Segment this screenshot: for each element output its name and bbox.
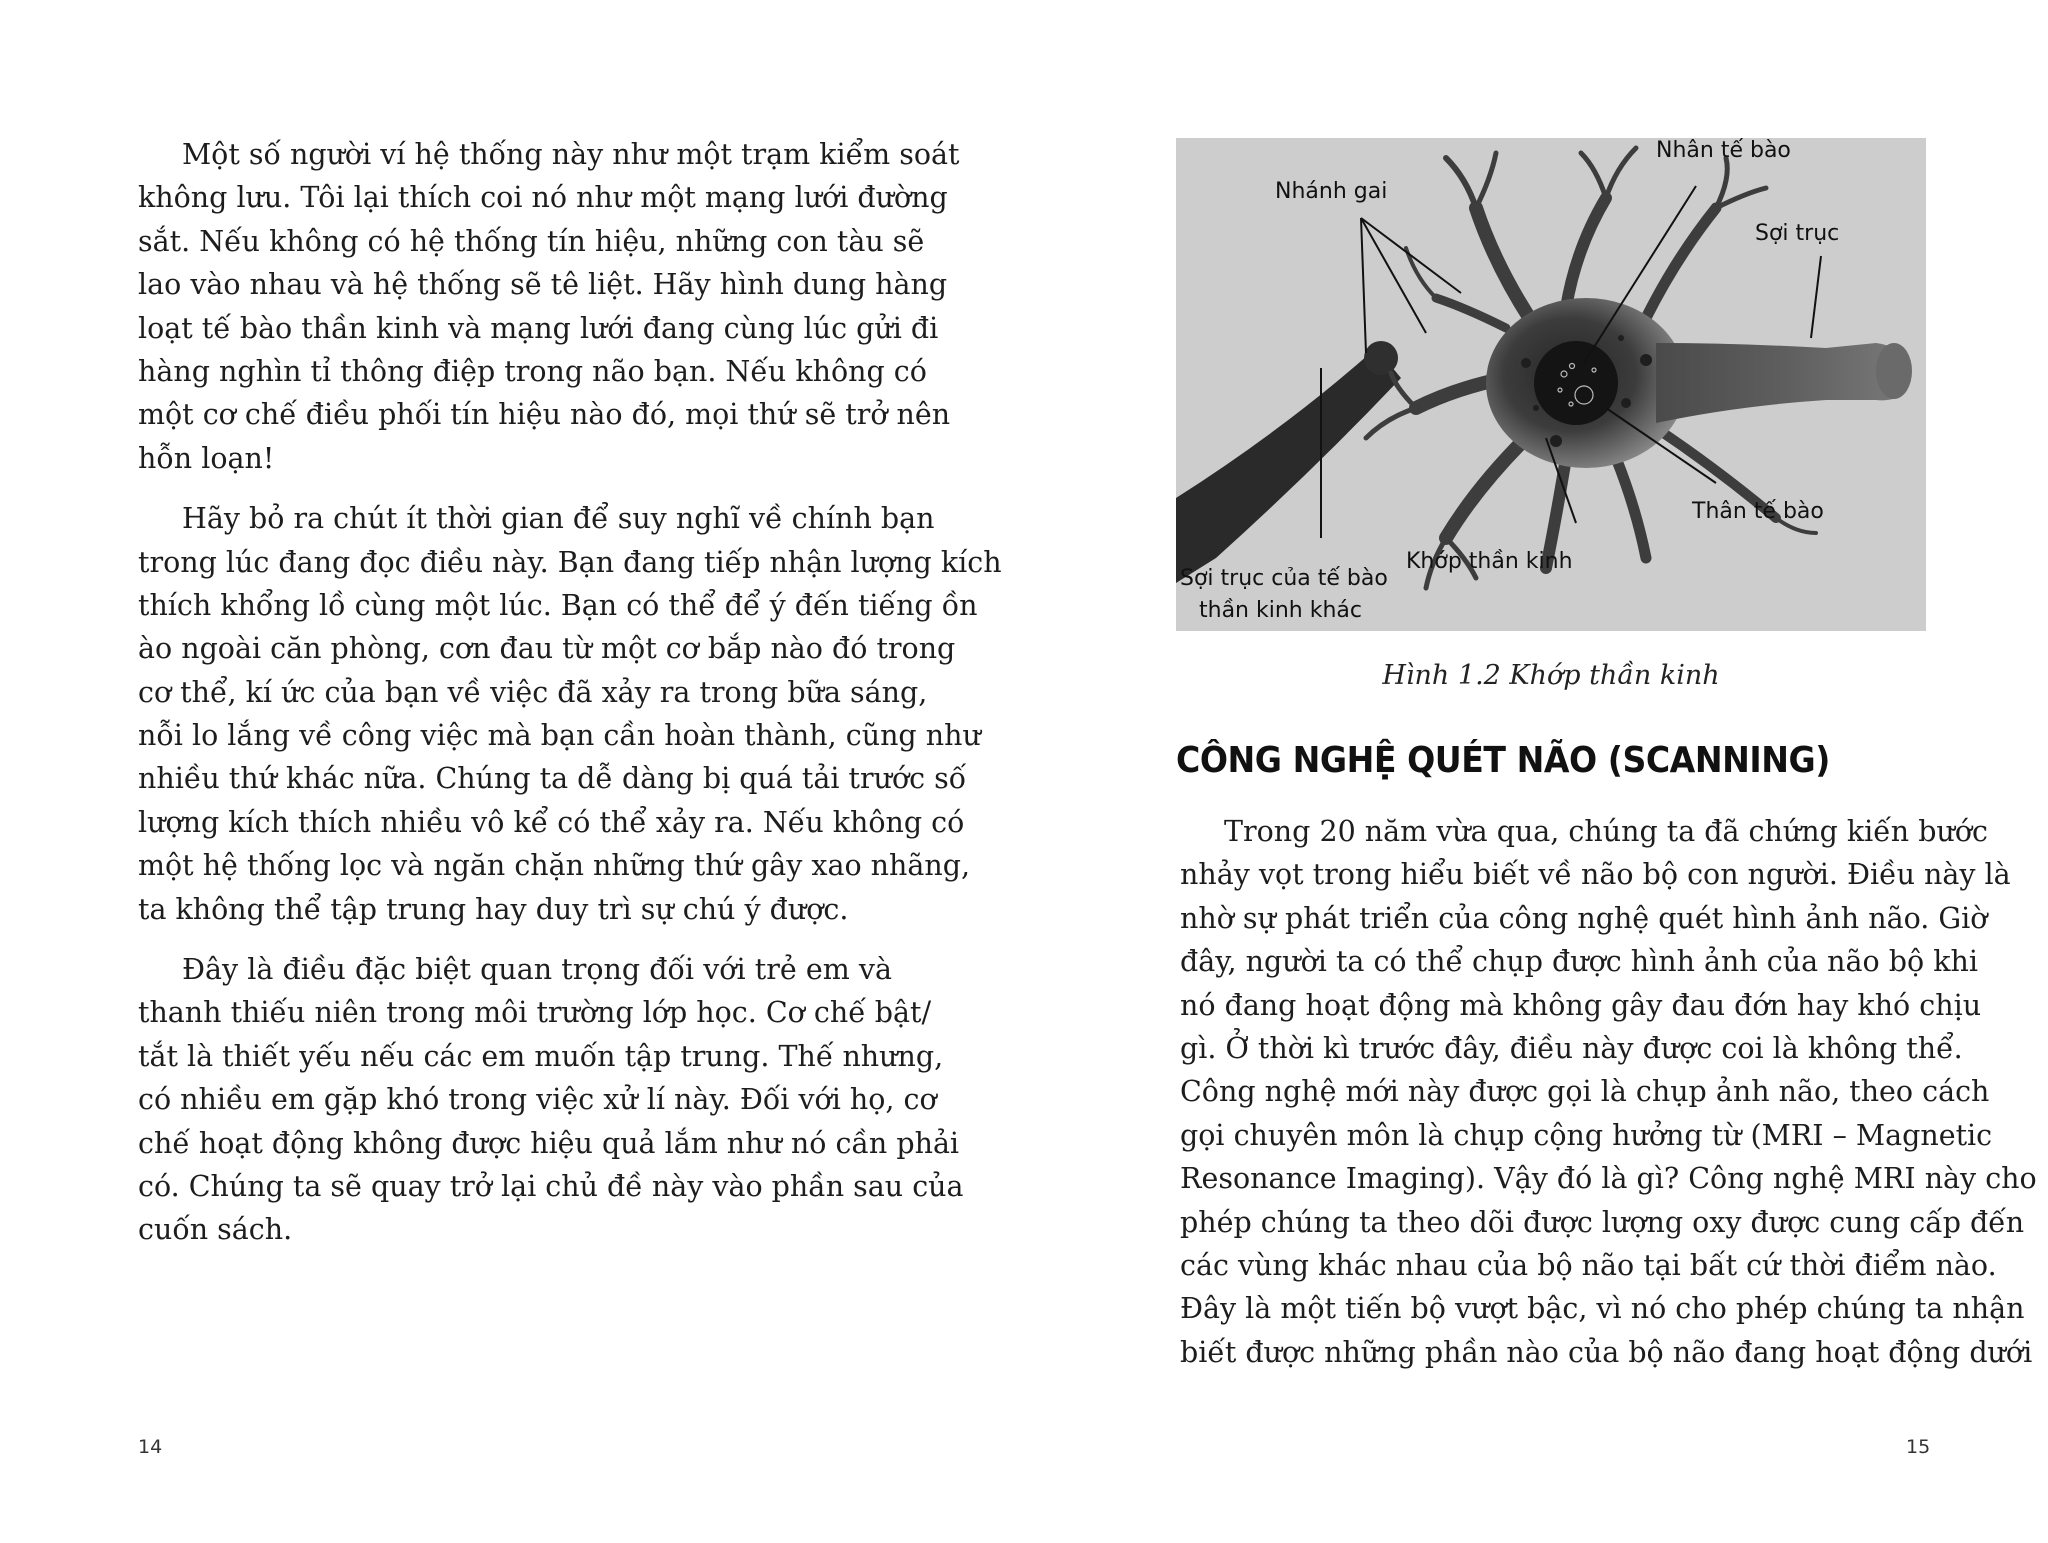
paragraph-3 (138, 948, 964, 1252)
neuron-figure (1176, 138, 1926, 631)
text-line: Hãy bỏ ra chút ít thời gian để suy nghĩ về chính bạn (182, 502, 935, 536)
label-nucleus: Nhân tế bào (1656, 138, 1791, 163)
left-body-text (138, 133, 1002, 1252)
text-line: Công nghệ mới này được gọi là chụp ảnh não, theo cách (1180, 1075, 1990, 1109)
text-line: Trong 20 năm vừa qua, chúng ta đã chứng kiến bước (1224, 815, 1988, 848)
text-line: Resonance Imaging). Vậy đó là gì? Công nghệ MRI này cho (1180, 1162, 2037, 1196)
paragraph-1 (138, 133, 960, 480)
label-axon: Sợi trục (1755, 221, 1840, 246)
text-line: gọi chuyên môn là chụp cộng hưởng từ (MRI – Magnetic (1180, 1118, 1993, 1152)
text-line: Đây là điều đặc biệt quan trọng đối với trẻ em và (182, 953, 892, 987)
label-other-axon-line1: Sợi trục của tế bào (1180, 566, 1388, 591)
text-line: Một số người ví hệ thống này như một trạm kiểm soát (182, 138, 960, 171)
label-cell-body: Thân tế bào (1692, 499, 1824, 524)
paragraph-2 (138, 497, 1002, 931)
text-line: cơ thể, kí ức của bạn về việc đã xảy ra trong bữa sáng, (138, 675, 928, 709)
text-line: thanh thiếu niên trong môi trường lớp học. Cơ chế bật/ (138, 996, 932, 1030)
page-number-left: 14 (138, 1436, 163, 1458)
text-line: một hệ thống lọc và ngăn chặn những thứ gây xao nhãng, (138, 849, 971, 883)
text-line: hỗn loạn! (138, 441, 275, 475)
text-line: có. Chúng ta sẽ quay trở lại chủ đề này vào phần sau của (138, 1169, 964, 1203)
text-line: cuốn sách. (138, 1213, 293, 1247)
text-line: nó đang hoạt động mà không gây đau đớn hay khó chịu (1180, 988, 1982, 1022)
text-line: tắt là thiết yếu nếu các em muốn tập trung. Thế nhưng, (138, 1039, 944, 1073)
label-dendrites: Nhánh gai (1275, 179, 1388, 204)
text-line: lao vào nhau và hệ thống sẽ tê liệt. Hãy hình dung hàng (138, 268, 948, 302)
label-synapse: Khớp thần kinh (1406, 549, 1573, 574)
page-number-right: 15 (1906, 1436, 1931, 1458)
text-line: nhờ sự phát triển của công nghệ quét hình ảnh não. Giờ (1180, 901, 1988, 935)
text-line: nhiều thứ khác nữa. Chúng ta dễ dàng bị quá tải trước số (138, 762, 967, 796)
text-line: thích khổng lồ cùng một lúc. Bạn có thể để ý đến tiếng ồn (138, 588, 978, 622)
section-heading: CÔNG NGHỆ QUÉT NÃO (SCANNING) (1176, 740, 1830, 781)
text-line: nhảy vọt trong hiểu biết về não bộ con người. Điều này là (1180, 858, 2011, 892)
text-line: có nhiều em gặp khó trong việc xử lí này. Đối với họ, cơ (138, 1083, 937, 1117)
label-other-axon-line2: thần kinh khác (1199, 598, 1362, 623)
text-line: nỗi lo lắng về công việc mà bạn cần hoàn thành, cũng như (138, 719, 981, 753)
text-line: hàng nghìn tỉ thông điệp trong não bạn. Nếu không có (138, 354, 927, 388)
text-line: biết được những phần nào của bộ não đang hoạt động dưới (1180, 1335, 2033, 1369)
right-body-text (1180, 810, 2037, 1374)
figure-caption: Hình 1.2 Khớp thần kinh (1382, 660, 1720, 691)
text-line: không lưu. Tôi lại thích coi nó như một mạng lưới đường (138, 181, 948, 215)
text-line: đây, người ta có thể chụp được hình ảnh của não bộ khi (1180, 945, 1978, 979)
text-line: loạt tế bào thần kinh và mạng lưới đang cùng lúc gửi đi (138, 311, 939, 345)
text-line: trong lúc đang đọc điều này. Bạn đang tiếp nhận lượng kích (138, 545, 1002, 579)
text-line: các vùng khác nhau của bộ não tại bất cứ thời điểm nào. (1180, 1248, 1997, 1282)
text-line: ta không thể tập trung hay duy trì sự chú ý được. (138, 892, 849, 926)
text-line: một cơ chế điều phối tín hiệu nào đó, mọi thứ sẽ trở nên (138, 398, 951, 432)
paragraph-right (1180, 810, 2037, 1374)
text-line: ào ngoài căn phòng, cơn đau từ một cơ bắp nào đó trong (138, 632, 956, 666)
text-line: Đây là một tiến bộ vượt bậc, vì nó cho phép chúng ta nhận (1180, 1292, 2025, 1326)
text-line: chế hoạt động không được hiệu quả lắm như nó cần phải (138, 1126, 960, 1160)
text-line: lượng kích thích nhiều vô kể có thể xảy ra. Nếu không có (138, 805, 965, 839)
text-line: phép chúng ta theo dõi được lượng oxy được cung cấp đến (1180, 1205, 2025, 1239)
text-line: gì. Ở thời kì trước đây, điều này được coi là không thể. (1180, 1031, 1963, 1065)
text-line: sắt. Nếu không có hệ thống tín hiệu, những con tàu sẽ (138, 224, 925, 258)
